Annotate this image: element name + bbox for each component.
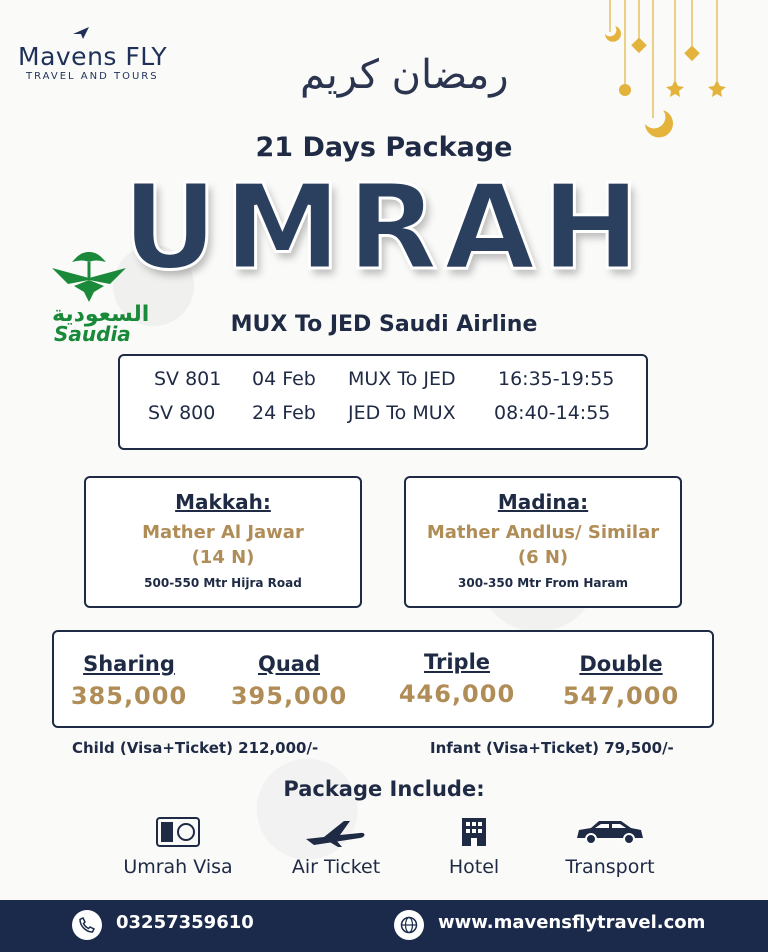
- include-label: Hotel: [448, 856, 500, 878]
- include-label: Air Ticket: [291, 856, 381, 878]
- airplane-icon: [304, 815, 368, 849]
- makkah-distance: 500-550 Mtr Hijra Road: [144, 576, 302, 590]
- saudia-arabic-name: السعودية: [52, 302, 150, 327]
- price-sharing: [54, 652, 204, 710]
- flight-date: 04 Feb: [252, 368, 316, 390]
- price-quad: [214, 652, 364, 710]
- price-table: [52, 630, 714, 728]
- price-value: 446,000: [398, 680, 516, 708]
- price-triple: [382, 650, 532, 708]
- price-value: 547,000: [562, 682, 680, 710]
- makkah-nights: (14 N): [191, 547, 255, 568]
- price-label: Quad: [257, 652, 320, 676]
- footer-bar: [0, 900, 768, 952]
- phone-number[interactable]: 03257359610: [116, 912, 254, 933]
- flight-number: SV 800: [148, 402, 216, 424]
- child-price: Child (Visa+Ticket) 212,000/-: [72, 739, 319, 757]
- flight-time: 16:35-19:55: [498, 368, 615, 390]
- flight-date: 24 Feb: [252, 402, 316, 424]
- hanging-lanterns-decoration: [595, 0, 735, 150]
- price-label: Sharing: [83, 652, 175, 676]
- price-value: 395,000: [230, 682, 348, 710]
- include-air-ticket: [256, 814, 416, 878]
- makkah-hotel-box: [84, 476, 362, 608]
- saudia-english-name: Saudia: [54, 322, 131, 346]
- saudia-palm-logo-icon: [50, 248, 128, 304]
- price-double: [546, 652, 696, 710]
- flight-time: 08:40-14:55: [494, 402, 611, 424]
- globe-icon: [394, 910, 424, 940]
- flight-schedule-box: [118, 354, 648, 450]
- package-duration: 21 Days Package: [255, 132, 513, 163]
- price-value: 385,000: [70, 682, 188, 710]
- visa-icon: [156, 817, 200, 847]
- madina-hotel-name: Mather Andlus/ Similar: [426, 522, 660, 543]
- phone-icon: [72, 910, 102, 940]
- price-label: Triple: [423, 650, 491, 674]
- hotel-icon: [461, 817, 487, 847]
- makkah-city-label: Makkah:: [175, 490, 271, 514]
- flight-route: JED To MUX: [348, 402, 456, 424]
- logo-airplane-icon: [72, 26, 90, 40]
- include-transport: [530, 814, 690, 878]
- include-umrah-visa: [98, 814, 258, 878]
- brand-tagline: TRAVEL AND TOURS: [26, 71, 159, 82]
- infant-price: Infant (Visa+Ticket) 79,500/-: [430, 739, 674, 757]
- include-label: Transport: [565, 856, 655, 878]
- madina-hotel-box: [404, 476, 682, 608]
- flight-route: MUX To JED: [348, 368, 456, 390]
- route-title: MUX To JED Saudi Airline: [230, 312, 538, 337]
- package-title: UMRAH: [121, 158, 647, 296]
- brand-name: Mavens FLY: [18, 42, 168, 71]
- include-label: Umrah Visa: [123, 856, 233, 878]
- website-link[interactable]: www.mavensflytravel.com: [438, 912, 706, 933]
- includes-title: Package Include:: [283, 777, 485, 801]
- price-label: Double: [579, 652, 663, 676]
- ramadan-kareem-calligraphy: رمضان كريم: [300, 52, 509, 98]
- car-icon: [575, 818, 645, 846]
- makkah-hotel-name: Mather Al Jawar: [142, 522, 304, 543]
- flight-number: SV 801: [154, 368, 222, 390]
- madina-distance: 300-350 Mtr From Haram: [458, 576, 628, 590]
- madina-city-label: Madina:: [497, 490, 589, 514]
- madina-nights: (6 N): [517, 547, 569, 568]
